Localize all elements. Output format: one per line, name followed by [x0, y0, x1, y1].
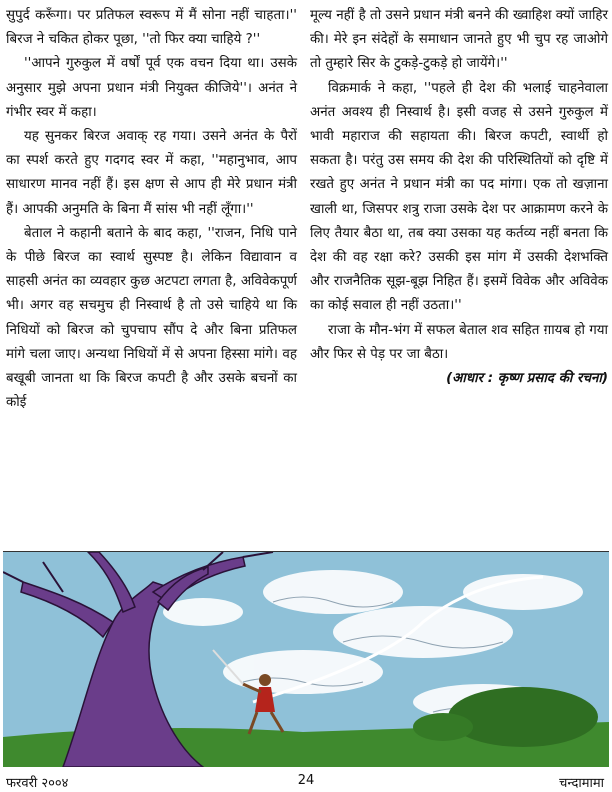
paragraph: यह सुनकर बिरज अवाक् रह गया। उसने अनंत के पैरों का स्पर्श करते हुए गदगद स्वर में कहा, ''महानुभाव, आप साधारण मानव नहीं हैं। इस क्षण से आप ही मेरे प्रधान मंत्री हैं। आपकी अनुमति के बिना मैं सांस भी नहीं लूँगा।'': [6, 129, 297, 217]
source-credit: (आधार : कृष्ण प्रसाद की रचना): [446, 371, 608, 387]
paragraph: राजा के मौन-भंग में सफल बेताल शव सहित ग़ायब हो गया और फिर से पेड़ पर जा बैठा।: [310, 322, 608, 362]
footer-magazine-name: चन्दामामा: [559, 776, 604, 791]
illustration-tree-man-running-icon: [3, 552, 609, 767]
bush: [413, 713, 473, 741]
paragraph: मूल्य नहीं है तो उसने प्रधान मंत्री बनने की ख्वाहिश क्यों जाहिर की। मेरे इन संदेहों के समाधान जानते हुए भी चुप रह जाओगे तो तुम्हारे सिर के टुकड़े-टुकड़े हो जायेंगे।'': [310, 8, 608, 72]
paragraph: विक्रमार्क ने कहा, ''पहले ही देश की भलाई चाहनेवाला अनंत अवश्य ही निस्वार्थ है। इसी वजह से उसने गुरुकुल में भावी महाराज की सहायता की। बिरज कपटी, स्वार्थी हो सकता है। परंतु उस समय की देश की परिस्थितियों को दृष्टि में रखते हुए अनंत ने प्रधान मंत्री का पद मांगा। एक तो खज़ाना खाली था, जिसपर शत्रु राजा उसके देश पर आक्रामण करने के लिए तैयार बैठा था, तब क्या उसका यह कर्तव्य नहीं बनता कि देश की वह रक्षा करे? उसकी इस मांग में उसकी देशभक्ति और राजनैतिक सूझ-बूझ निहित हैं। इसमें विवेक और अविवेक का कोई सवाल ही नहीं उठता।'': [310, 80, 608, 314]
paragraph: सुपुर्द करूँगा। पर प्रतिफल स्वरूप में मैं सोना नहीं चाहता।'' बिरज ने चकित होकर पूछा, ''तो फिर क्या चाहिये ?'': [6, 8, 297, 48]
page-number: 24: [297, 773, 315, 788]
paragraph: बेताल ने कहानी बताने के बाद कहा, ''राजन, निधि पाने के पीछे बिरज का स्वार्थ सुस्पष्ट है। लेकिन विद्यावान व साहसी अनंत का व्यवहार कुछ अटपटा लगता है, अविवेकपूर्ण भी। अगर वह सचमुच ही निस्वार्थ है तो उसे चाहिये था कि निधियों को बिरज को चुपचाप सौंप दे और बिना प्रतिफल मांगे चला जाए। अन्यथा निधियों में से अपना हिस्सा मांगे। वह बखूबी जानता था कि बिरज कपटी है और उसके बचनों का कोई: [6, 225, 297, 411]
page-footer: [0, 771, 612, 791]
right-column: [310, 4, 608, 391]
paragraph: ''आपने गुरुकुल में वर्षों पूर्व एक वचन दिया था। उसके अनुसार मुझे अपना प्रधान मंत्री नियुक्त कीजिये''। अनंत ने गंभीर स्वर में कहा।: [6, 56, 297, 120]
bush: [448, 687, 598, 747]
story-illustration: [3, 551, 609, 767]
footer-issue-date: फरवरी २००४: [6, 776, 69, 791]
left-column: [6, 4, 297, 415]
